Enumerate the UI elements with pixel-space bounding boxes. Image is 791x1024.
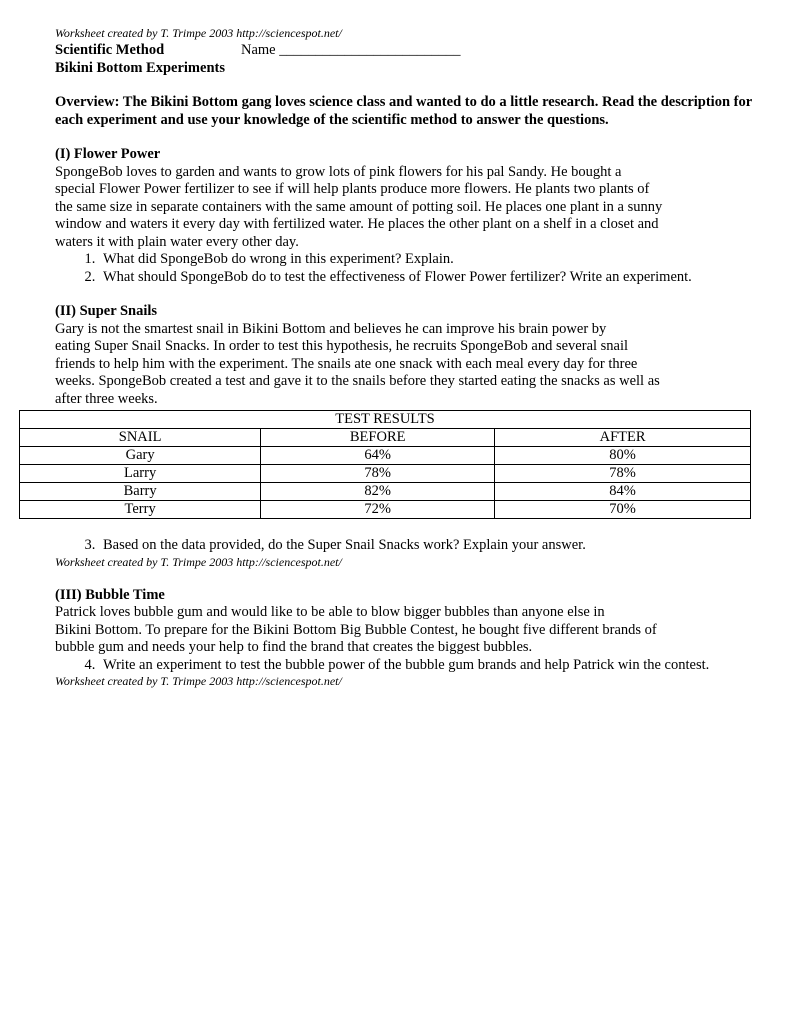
section-flower-power-line: special Flower Power fertilizer to see if will help plants produce more flowers. He plants two plants of [55,181,650,197]
section-flower-power-line: the same size in separate containers with the same amount of potting soil. He places one plant in a sunny [55,198,663,215]
section-super-snails-line: Gary is not the smartest snail in Bikini Bottom and believes he can improve his brain power by [55,320,607,337]
test-results-table-wrap [19,410,751,519]
section-super-snails-title: (II) Super Snails [55,303,158,319]
cell-snail: Terry [20,501,261,519]
column-header-after: AFTER [495,429,751,447]
section-super-snails-line: weeks. SpongeBob created a test and gave it to the snails before they started eating the snacks as well as [55,373,660,389]
bubble-time-questions [55,657,755,675]
section-bubble-time-line: Bikini Bottom. To prepare for the Bikini Bottom Big Bubble Contest, he bought five different brands of [55,621,657,638]
cell-before: 82% [261,483,495,501]
table-header-row [20,429,751,447]
worksheet-title: Scientific Method [55,42,165,58]
overview-text: Overview: The Bikini Bottom gang loves science class and wanted to do a little research. Read the description for each experiment and use your knowledge of the scientific method to answer the questions. [55,94,752,128]
table-row [20,465,751,483]
credit-line: Worksheet created by T. Trimpe 2003 http://sciencespot.net/ [55,674,342,688]
section-flower-power-line: SpongeBob loves to garden and wants to grow lots of pink flowers for his pal Sandy. He bought a [55,163,622,180]
cell-snail: Barry [20,483,261,501]
flower-power-questions [55,251,755,286]
section-super-snails-line: friends to help him with the experiment. The snails ate one snack with each meal every day for three [55,355,638,372]
section-flower-power-line: window and waters it every day with fertilized water. He places the other plant on a shelf in a closet and [55,216,659,232]
column-header-before: BEFORE [261,429,495,447]
worksheet-page [55,26,755,689]
cell-after: 78% [495,465,751,483]
section-bubble-time-line: Patrick loves bubble gum and would like to be able to blow bigger bubbles than anyone else in [55,604,605,620]
table-caption: TEST RESULTS [20,411,751,429]
question-3: 3. Based on the data provided, do the Super Snail Snacks work? Explain your answer. [99,537,755,555]
name-field-label: Name _________________________ [241,42,461,58]
credit-line: Worksheet created by T. Trimpe 2003 http://sciencespot.net/ [55,26,342,40]
section-flower-power-line: waters it with plain water every other day. [55,233,299,250]
cell-before: 72% [261,501,495,519]
table-row [20,483,751,501]
header-row [55,41,755,59]
worksheet-subtitle: Bikini Bottom Experiments [55,60,225,76]
credit-line: Worksheet created by T. Trimpe 2003 http://sciencespot.net/ [55,554,342,569]
section-bubble-time-line: bubble gum and needs your help to find the brand that creates the biggest bubbles. [55,639,533,655]
cell-snail: Gary [20,447,261,465]
column-header-snail: SNAIL [20,429,261,447]
super-snails-questions [55,537,755,555]
cell-after: 80% [495,447,751,465]
section-flower-power-title: (I) Flower Power [55,146,161,162]
table-row [20,501,751,519]
cell-after: 84% [495,483,751,501]
cell-before: 64% [261,447,495,465]
section-super-snails-line: after three weeks. [55,390,158,407]
table-caption-row [20,411,751,429]
question-2: 2. What should SpongeBob do to test the effectiveness of Flower Power fertilizer? Write an experiment. [99,269,755,287]
question-4: 4. Write an experiment to test the bubble power of the bubble gum brands and help Patrick win the contest. [99,657,755,675]
section-bubble-time-title: (III) Bubble Time [55,586,165,603]
question-1: 1. What did SpongeBob do wrong in this experiment? Explain. [99,251,755,269]
table-row [20,447,751,465]
cell-before: 78% [261,465,495,483]
cell-after: 70% [495,501,751,519]
section-super-snails-line: eating Super Snail Snacks. In order to test this hypothesis, he recruits SpongeBob and several snail [55,338,629,354]
cell-snail: Larry [20,465,261,483]
test-results-table [19,410,751,519]
